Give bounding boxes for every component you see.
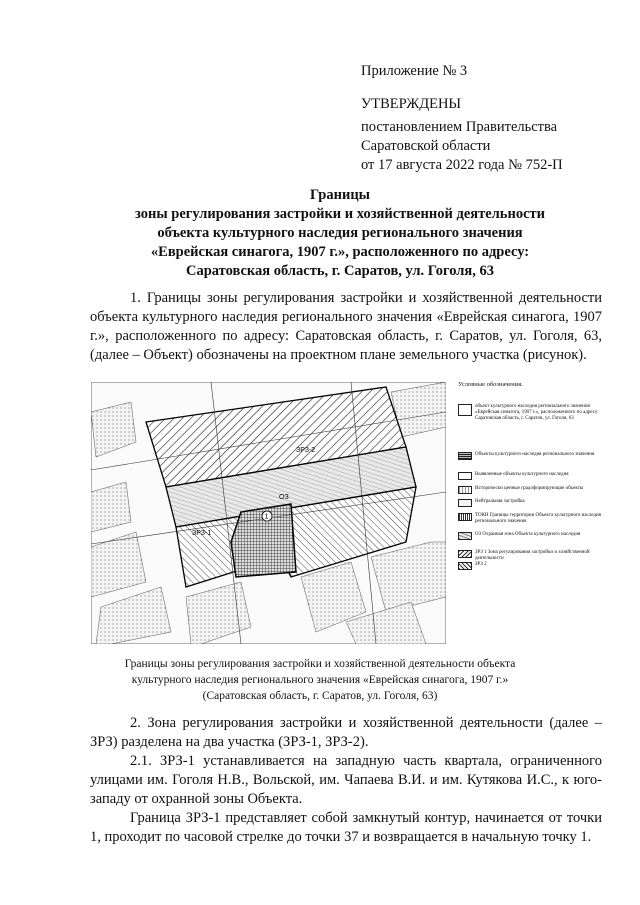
caption-line-3: (Саратовская область, г. Саратов, ул. Гоголя, 63) bbox=[202, 690, 438, 702]
approval-line-2: Саратовской области bbox=[361, 138, 491, 154]
legend-text-cultural: Объекты культурного наследия регионального значения bbox=[475, 452, 595, 457]
legend-text-neutral: Нейтральная застройка bbox=[475, 499, 525, 504]
legend-title: Условные обозначения. bbox=[458, 381, 523, 388]
legend-text-identified: Выявленные объекты культурного наследия bbox=[475, 472, 569, 477]
paragraph-2-1-text: 2.1. ЗРЗ-1 устанавливается на западную часть квартала, ограниченного улицами им. Гоголя Н.В., Вольской, им. Чапаева В.И. и им. Кутякова И.С., к юго-западу от охранной зоны Объекта. bbox=[90, 753, 602, 807]
title-line-1: Границы bbox=[309, 187, 370, 203]
caption-line-2: культурного наследия регионального значения «Еврейская синагога, 1907 г.» bbox=[131, 674, 509, 686]
legend-desc-tokn: Границы территории Объекта культурного наследия регионального значения bbox=[475, 513, 601, 524]
legend-code-tokn: ТОКН bbox=[475, 513, 489, 518]
legend-code-zrz1: ЗРЗ 1 bbox=[475, 550, 487, 555]
legend-desc-oz: Охранная зона Объекта культурного наследия bbox=[482, 532, 581, 537]
legend-swatch-neutral bbox=[458, 499, 472, 507]
legend-text-tokn bbox=[475, 513, 603, 525]
paragraph-1 bbox=[90, 289, 602, 365]
legend-swatch-zrz2 bbox=[458, 562, 472, 570]
legend-swatch-object bbox=[458, 404, 472, 416]
paragraph-2-1 bbox=[90, 752, 602, 809]
legend-text-object: объект культурного наследия регионального значения «Еврейская синагога, 1907 г.», расположенного по адресу: Саратовская область, г. Саратов, ул. Гоголя, 63 bbox=[475, 404, 599, 421]
appendix-number: Приложение № 3 bbox=[361, 63, 468, 79]
label-oz: ОЗ bbox=[279, 494, 289, 501]
title-line-5: Саратовская область, г. Саратов, ул. Гоголя, 63 bbox=[185, 263, 495, 279]
figure-caption bbox=[80, 656, 560, 704]
document-title bbox=[60, 186, 620, 281]
legend-code-oz: ОЗ bbox=[475, 532, 482, 537]
legend-swatch-historic bbox=[458, 486, 472, 494]
paragraph-2 bbox=[90, 714, 602, 752]
approved-heading: УТВЕРЖДЕНЫ bbox=[361, 96, 462, 112]
legend-text-historic: Исторически ценные градоформирующие объекты bbox=[475, 486, 584, 491]
legend-swatch-zrz1 bbox=[458, 550, 472, 558]
label-zrz2: ЗРЗ-2 bbox=[296, 447, 316, 454]
label-point: 1 bbox=[264, 513, 269, 521]
legend-swatch-oz bbox=[458, 532, 472, 540]
legend-desc-zrz: Зона регулирования застройки и хозяйственной деятельности bbox=[475, 550, 590, 561]
approval-block bbox=[361, 95, 563, 175]
legend-text-zrz bbox=[475, 550, 603, 562]
paragraph-1-text: 1. Границы зоны регулирования застройки и хозяйственной деятельности объекта культурного наследия регионального значения «Еврейская синагога, 1907 г.», расположенного по адресу: Саратовская область, г. Саратов, ул. Гоголя, 63, (далее – Объект) обозначены на проектном плане земельного участка (рисунок). bbox=[90, 290, 602, 363]
legend-swatch-cultural bbox=[458, 452, 472, 460]
legend-swatch-tokn bbox=[458, 513, 472, 521]
site-plan-map bbox=[91, 382, 446, 644]
title-line-4: «Еврейская синагога, 1907 г.», расположенного по адресу: bbox=[150, 244, 530, 260]
paragraph-3 bbox=[90, 809, 602, 847]
caption-line-1: Границы зоны регулирования застройки и хозяйственной деятельности объекта bbox=[124, 658, 516, 670]
title-line-3: объекта культурного наследия регионального значения bbox=[157, 225, 523, 241]
paragraph-3-text: Граница ЗРЗ-1 представляет собой замкнутый контур, начинается от точки 1, проходит по часовой стрелке до точки 37 и возвращается в начальную точку 1. bbox=[90, 810, 602, 845]
approval-line-3: от 17 августа 2022 года № 752-П bbox=[361, 157, 563, 173]
title-line-2: зоны регулирования застройки и хозяйственной деятельности bbox=[135, 206, 545, 222]
label-zrz1: ЗРЗ-1 bbox=[192, 530, 212, 537]
legend-text-oz bbox=[475, 532, 603, 538]
paragraph-2-text: 2. Зона регулирования застройки и хозяйственной деятельности (далее – ЗРЗ) разделена на два участка (ЗРЗ-1, ЗРЗ-2). bbox=[90, 715, 602, 750]
map-legend bbox=[458, 382, 603, 572]
legend-swatch-identified bbox=[458, 472, 472, 480]
legend-code-zrz2: ЗРЗ 2 bbox=[475, 562, 487, 567]
approval-line-1: постановлением Правительства bbox=[361, 119, 558, 135]
